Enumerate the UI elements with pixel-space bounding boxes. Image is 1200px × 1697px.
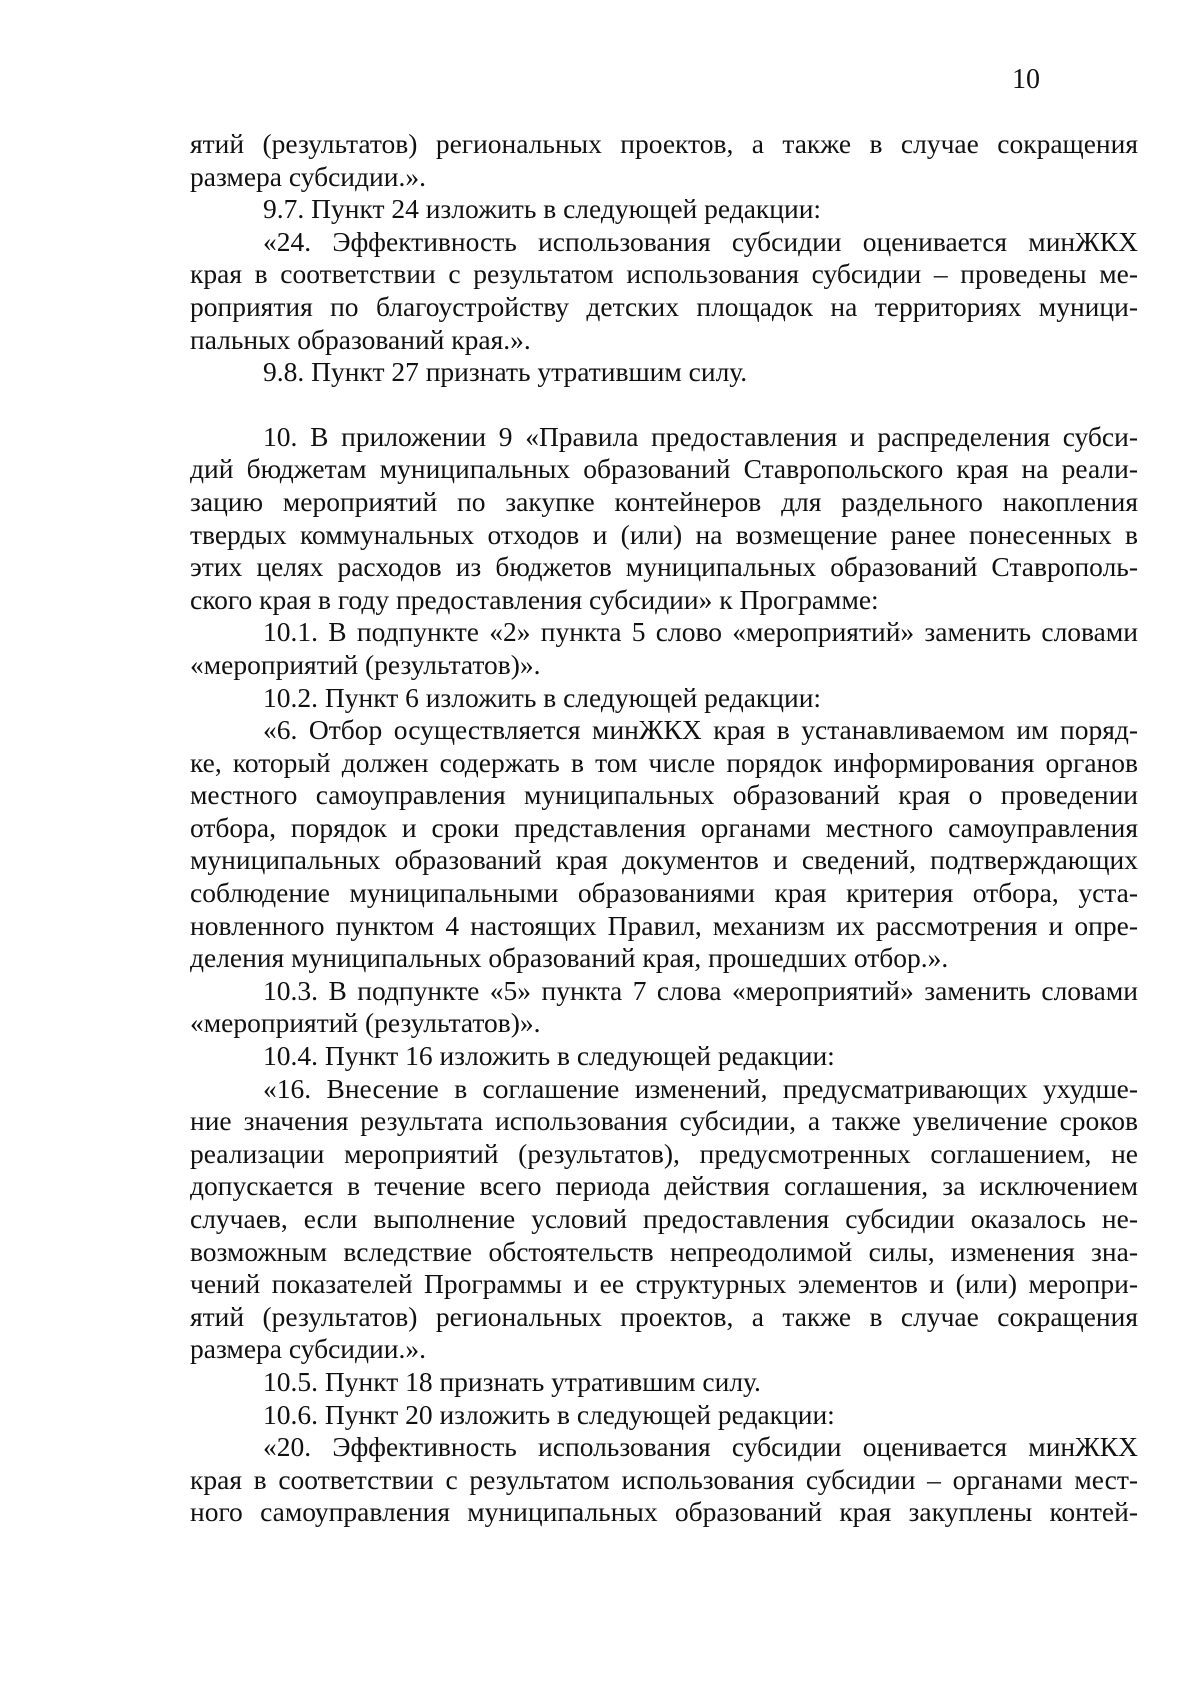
text-line: роприятия по благоустройству детских площадок на территориях муници- bbox=[190, 290, 1138, 322]
text-line: 9.7. Пункт 24 изложить в следующей редакции: bbox=[263, 193, 822, 225]
text-line: размера субсидии.». bbox=[190, 1333, 426, 1365]
text-line: размера субсидии.». bbox=[190, 160, 426, 192]
text-line: 10.6. Пункт 20 изложить в следующей редакции: bbox=[263, 1398, 835, 1430]
document-body bbox=[190, 128, 1138, 1529]
text-line: «6. Отбор осуществляется минЖКХ края в устанавливаемом им поряд- bbox=[263, 714, 1138, 746]
text-line: края в соответствии с результатом использования субсидии – проведены ме- bbox=[190, 258, 1138, 290]
text-line: края в соответствии с результатом использования субсидии – органами мест- bbox=[190, 1463, 1138, 1495]
text-line: 9.8. Пункт 27 признать утратившим силу. bbox=[263, 356, 748, 388]
paragraph-gap bbox=[190, 389, 1138, 421]
text-line: этих целях расходов из бюджетов муниципальных образований Ставрополь- bbox=[190, 551, 1138, 583]
text-line: ского края в году предоставления субсидии» к Программе: bbox=[190, 583, 879, 615]
text-line: муниципальных образований края документов и сведений, подтверждающих bbox=[190, 844, 1138, 876]
text-line: твердых коммунальных отходов и (или) на возмещение ранее понесенных в bbox=[190, 518, 1138, 550]
text-line: отбора, порядок и сроки представления органами местного самоуправления bbox=[190, 811, 1138, 843]
text-line: 10.3. В подпункте «5» пункта 7 слова «мероприятий» заменить словами bbox=[263, 974, 1138, 1006]
text-line: чений показателей Программы и ее структурных элементов и (или) меропри- bbox=[190, 1268, 1138, 1300]
text-line: 10. В приложении 9 «Правила предоставления и распределения субси- bbox=[263, 420, 1138, 452]
text-line: 10.1. В подпункте «2» пункта 5 слово «мероприятий» заменить словами bbox=[263, 616, 1138, 648]
text-line: зацию мероприятий по закупке контейнеров для раздельного накопления bbox=[190, 485, 1138, 517]
text-line: «мероприятий (результатов)». bbox=[190, 1007, 541, 1039]
text-line: «мероприятий (результатов)». bbox=[190, 648, 541, 680]
text-line: «16. Внесение в соглашение изменений, предусматривающих ухудше- bbox=[263, 1072, 1138, 1104]
text-line: случаев, если выполнение условий предоставления субсидии оказалось не- bbox=[190, 1203, 1138, 1234]
text-line: 10.5. Пункт 18 признать утратившим силу. bbox=[263, 1365, 761, 1397]
text-line: «24. Эффективность использования субсидии оценивается минЖКХ bbox=[263, 225, 1138, 257]
text-line: дий бюджетам муниципальных образований Ставропольского края на реали- bbox=[190, 453, 1138, 485]
text-line: новленного пунктом 4 настоящих Правил, механизм их рассмотрения и опре- bbox=[190, 909, 1138, 941]
text-line: допускается в течение всего периода действия соглашения, за исключением bbox=[190, 1170, 1138, 1202]
text-line: ние значения результата использования субсидии, а также увеличение сроков bbox=[190, 1105, 1138, 1137]
text-line: реализации мероприятий (результатов), предусмотренных соглашением, не bbox=[190, 1137, 1138, 1169]
text-line: местного самоуправления муниципальных образований края о проведении bbox=[190, 779, 1138, 811]
text-line: деления муниципальных образований края, прошедших отбор.». bbox=[190, 942, 949, 974]
text-line: ного самоуправления муниципальных образований края закуплены контей- bbox=[190, 1496, 1138, 1528]
text-line: возможным вследствие обстоятельств непреодолимой силы, изменения зна- bbox=[190, 1235, 1138, 1267]
text-line: ятий (результатов) региональных проектов, а также в случае сокращения bbox=[190, 128, 1138, 159]
text-line: ке, который должен содержать в том числе порядок информирования органов bbox=[190, 746, 1138, 778]
text-line: «20. Эффективность использования субсидии оценивается минЖКХ bbox=[263, 1431, 1138, 1463]
text-line: 10.4. Пункт 16 изложить в следующей редакции: bbox=[263, 1040, 835, 1072]
text-line: ятий (результатов) региональных проектов, а также в случае сокращения bbox=[190, 1300, 1138, 1332]
page-number: 10 bbox=[1012, 64, 1040, 95]
text-line: пальных образований края.». bbox=[190, 323, 531, 355]
text-line: 10.2. Пункт 6 изложить в следующей редакции: bbox=[263, 681, 822, 713]
text-line: соблюдение муниципальными образованиями края критерия отбора, уста- bbox=[190, 877, 1138, 909]
